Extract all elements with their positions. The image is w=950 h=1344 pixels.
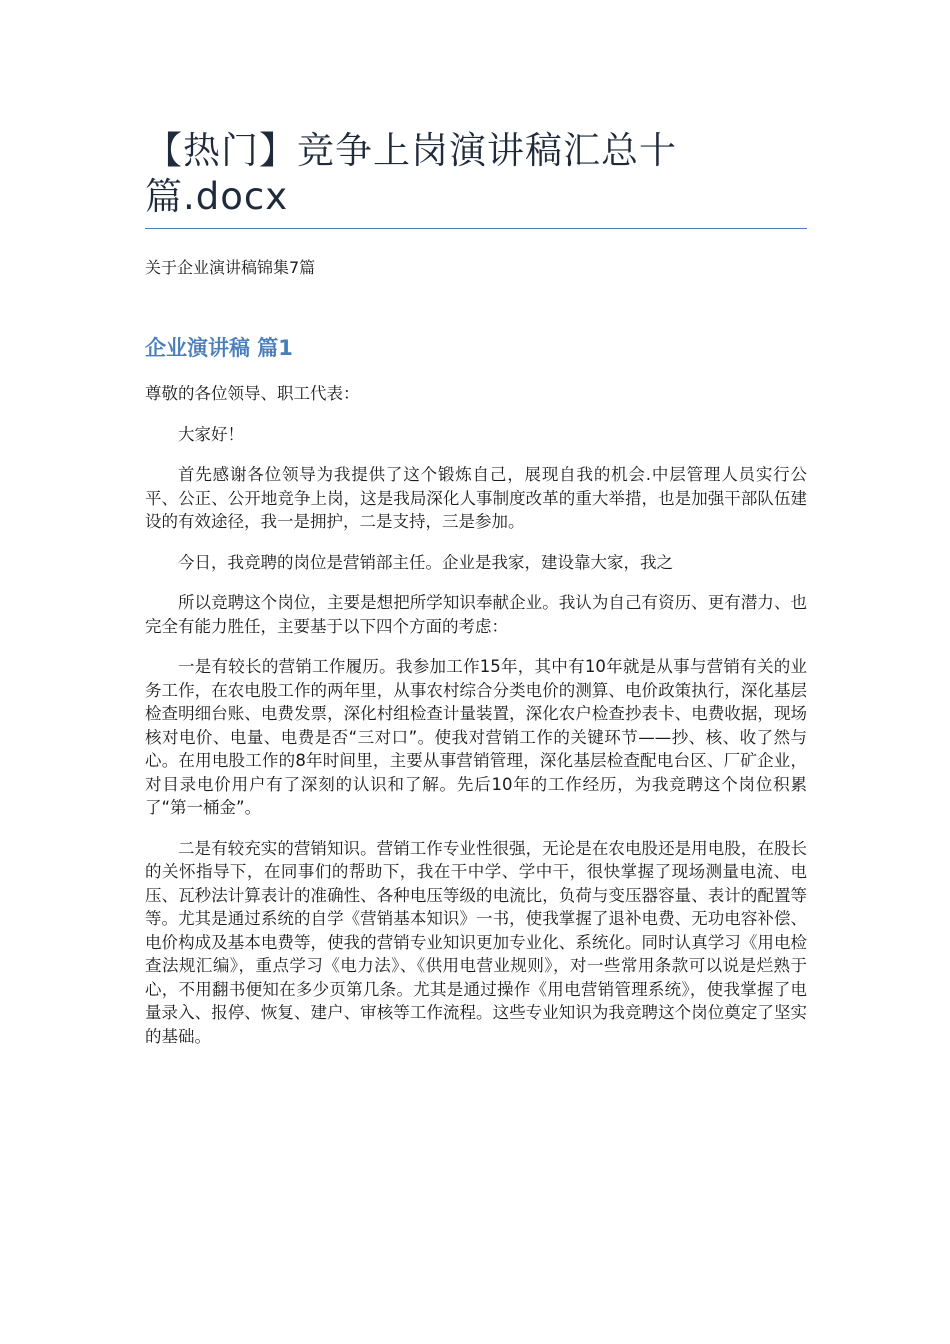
paragraph-salutation: 尊敬的各位领导、职工代表： [145,384,360,403]
section-heading: 企业演讲稿 篇1 [145,336,293,360]
paragraph-reason: 所以竞聘这个岗位，主要是想把所学知识奉献企业。我认为自己有资历、更有潜力、也完全有能力胜任，主要基于以下四个方面的考虑： [145,593,807,636]
paragraph-greeting: 大家好！ [178,424,244,444]
paragraph-knowledge: 二是有较充实的营销知识。营销工作专业性很强，无论是在农电股还是用电股，在股长的关怀指导下，在同事们的帮助下，我在干中学、学中干，很快掌握了现场测量电流、电压、瓦秒法计算表计的准确性、各种电压等级的电流比，负荷与变压器容量、表计的配置等等。尤其是通过系统的自学《营销基本知识》一书，使我掌握了退补电费、无功电容补偿、电价构成及基本电费等，使我的营销专业知识更加专业化、系统化。同时认真学习《用电检查法规汇编》，重点学习《电力法》、《供用电营业规则》，对一些常用条款可以说是烂熟于心，不用翻书便知在多少页第几条。尤其是通过操作《用电营销管理系统》，使我掌握了电量录入、报停、恢复、建户、审核等工作流程。这些专业知识为我竞聘这个岗位奠定了坚实的基础。 [145,838,807,1046]
paragraph-experience: 一是有较长的营销工作履历。我参加工作15年，其中有10年就是从事与营销有关的业务工作，在农电股工作的两年里，从事农村综合分类电价的测算、电价政策执行，深化基层检查明细台账、电费发票，深化村组检查计量装置，深化农户检查抄表卡、电费收据，现场核对电价、电量、电费是否“三对口”。使我对营销工作的关键环节——抄、核、收了然与心。在用电股工作的8年时间里，主要从事营销管理，深化基层检查配电台区、厂矿企业，对目录电价用户有了深刻的认识和了解。先后10年的工作经历，为我竞聘这个岗位积累了“第一桶金”。 [145,657,807,817]
paragraph-thanks: 首先感谢各位领导为我提供了这个锻炼自己，展现自我的机会.中层管理人员实行公平、公正、公开地竞争上岗，这是我局深化人事制度改革的重大举措，也是加强干部队伍建设的有效途径，我一是拥护，二是支持，三是参加。 [145,465,807,531]
document-title: 【热门】竞争上岗演讲稿汇总十篇.docx [145,129,677,218]
document-page [145,128,807,1048]
title-divider [145,228,807,229]
document-subtitle: 关于企业演讲稿锦集7篇 [145,258,316,277]
paragraph-position: 今日，我竞聘的岗位是营销部主任。企业是我家，建设靠大家，我之 [178,552,673,572]
